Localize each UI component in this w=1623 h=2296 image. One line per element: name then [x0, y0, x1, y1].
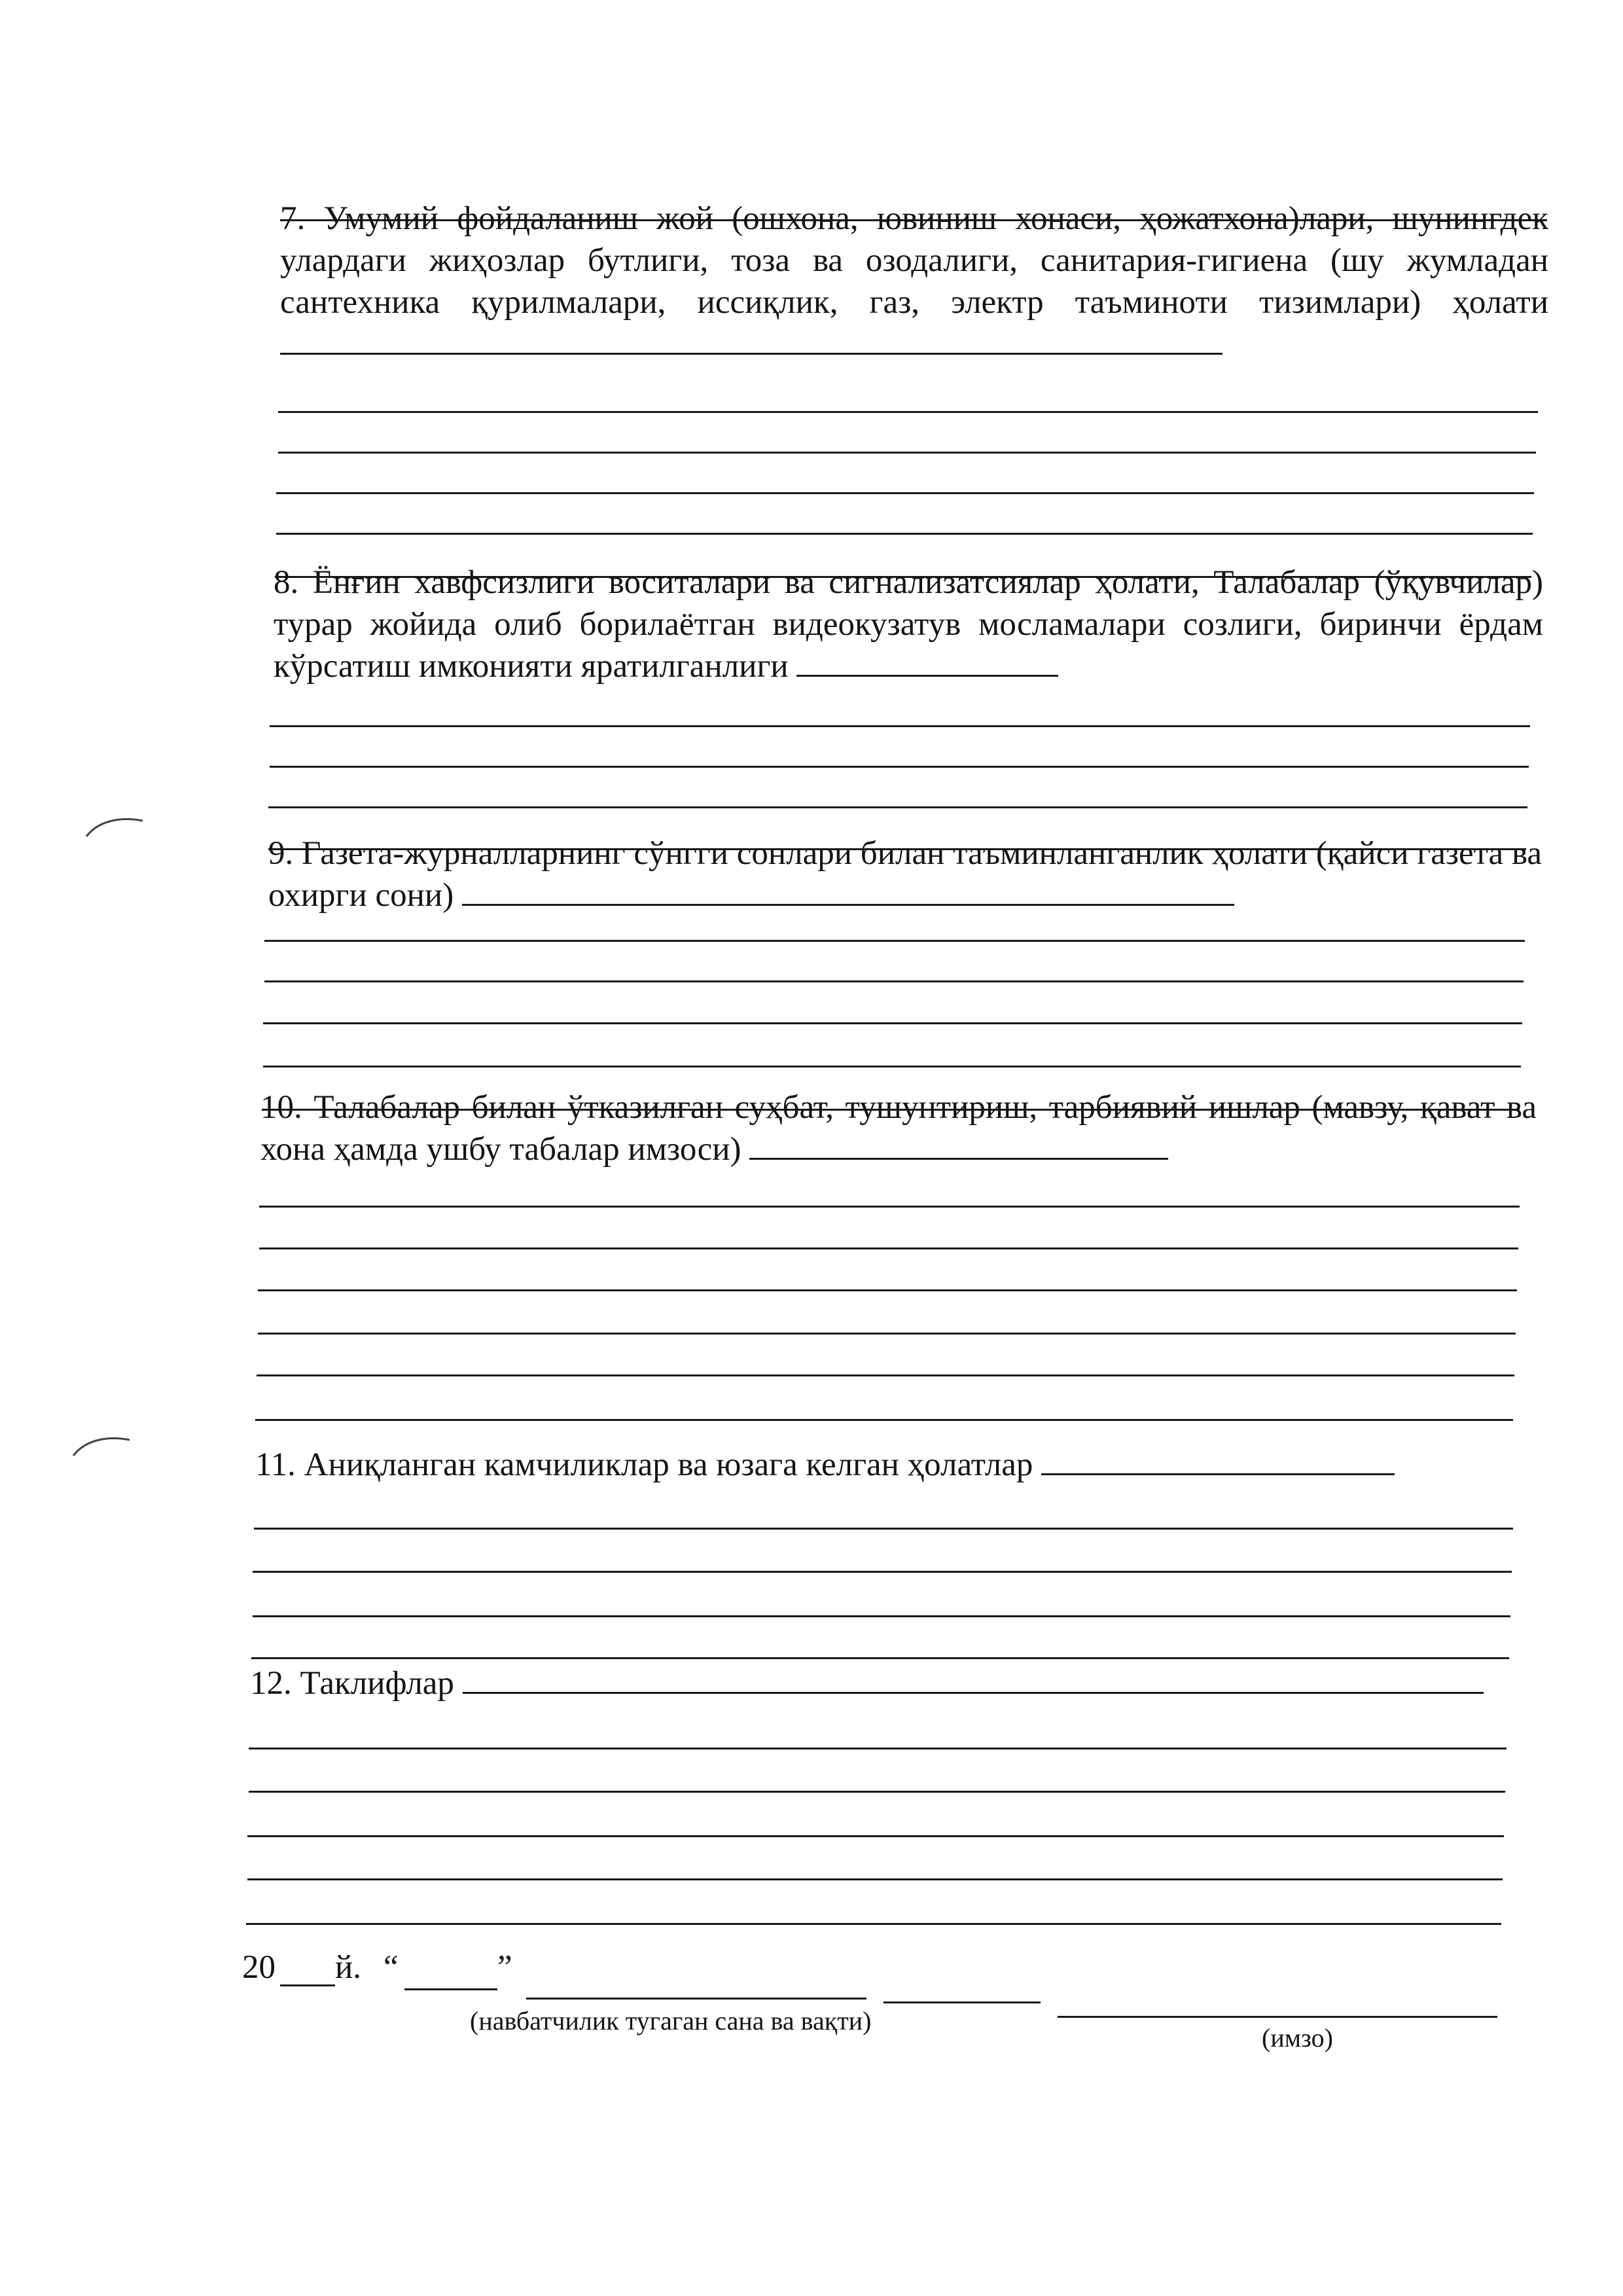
answer-line[interactable]	[270, 766, 1529, 768]
answer-line[interactable]	[259, 1247, 1518, 1249]
section-9-answer-field[interactable]	[462, 878, 1234, 906]
signature-caption: (имзо)	[1262, 2023, 1333, 2053]
answer-line[interactable]	[253, 1615, 1510, 1617]
section-11-label: Аниқланган камчиликлар ва юзага келган ҳолатлар	[304, 1446, 1033, 1483]
section-8-label: Ёнғин хавфсизлиги воситалари ва сигнализатсиялар ҳолати, Талабалар (ўқувчилар) турар жойида олиб борилаётган видеокузатув мосламалари созлиги, биринчи ёрдам кўрсатиш имконияти яратилганлиги	[274, 564, 1544, 685]
section-12-text	[250, 1662, 1526, 1704]
section-8-number: 8.	[274, 564, 299, 601]
section-8-answer-field[interactable]	[796, 649, 1058, 677]
answer-line[interactable]	[249, 1748, 1507, 1749]
date-day-field[interactable]	[404, 1988, 497, 1990]
answer-line[interactable]	[255, 1419, 1513, 1421]
answer-line[interactable]	[251, 1657, 1509, 1659]
section-9-number: 9.	[268, 835, 294, 872]
answer-line[interactable]	[278, 411, 1538, 413]
section-11-number: 11.	[255, 1446, 296, 1483]
section-7-number: 7.	[280, 200, 306, 237]
date-year-prefix: 20	[242, 1949, 276, 1986]
answer-line[interactable]	[258, 1289, 1517, 1291]
signature-field[interactable]	[1058, 2016, 1497, 2018]
answer-line[interactable]	[254, 1528, 1513, 1530]
answer-line[interactable]	[246, 1923, 1501, 1925]
section-11-text	[255, 1444, 1531, 1486]
answer-line[interactable]	[264, 940, 1525, 942]
section-8-text	[274, 562, 1543, 687]
section-9-text	[268, 833, 1542, 916]
section-7-text	[280, 198, 1548, 365]
section-9-label: Газета-журналларнинг сўнгги сонлари билан таъминланганлик ҳолати (қайси газета ва охирги сони)	[268, 835, 1542, 914]
answer-line[interactable]	[270, 725, 1530, 727]
section-7-answer-field[interactable]	[280, 327, 1222, 355]
answer-line[interactable]	[268, 806, 1527, 808]
section-12-number: 12.	[250, 1665, 292, 1702]
section-7-label: Умумий фойдаланиш жой (ошхона, ювиниш хонаси, ҳожатхона)лари, шунингдек улардаги жиҳозлар бутлиги, тоза ва озодалиги, санитария-гигиена (шу жумладан сантехника қурилмалари, иссиқлик, газ, электр таъминоти тизимлари) ҳолати	[280, 200, 1549, 321]
hole-mark-icon	[71, 1433, 134, 1460]
answer-line[interactable]	[247, 1835, 1504, 1837]
answer-line[interactable]	[257, 1374, 1514, 1376]
date-open-quote: “	[383, 1949, 399, 1986]
date-close-quote: ”	[497, 1949, 512, 1986]
datetime-field-extension[interactable]	[883, 2001, 1041, 2003]
answer-line[interactable]	[253, 1571, 1512, 1573]
answer-line[interactable]	[263, 1022, 1522, 1024]
section-12-answer-field[interactable]	[463, 1666, 1484, 1694]
answer-line[interactable]	[276, 533, 1533, 535]
answer-line[interactable]	[264, 980, 1524, 982]
answer-line[interactable]	[247, 1878, 1503, 1880]
answer-line[interactable]	[278, 452, 1536, 454]
answer-line[interactable]	[249, 1791, 1505, 1793]
date-year-field[interactable]	[280, 1984, 335, 1986]
section-10-number: 10.	[260, 1089, 302, 1126]
section-10-text	[260, 1086, 1537, 1170]
hole-mark-icon	[84, 814, 147, 840]
answer-line[interactable]	[258, 1333, 1516, 1335]
date-year-suffix: й.	[335, 1949, 362, 1986]
section-11-answer-field[interactable]	[1041, 1447, 1395, 1475]
section-12-label: Таклифлар	[300, 1665, 454, 1702]
answer-line[interactable]	[263, 1066, 1521, 1067]
datetime-field[interactable]	[526, 1998, 866, 2000]
answer-line[interactable]	[276, 492, 1534, 494]
section-10-answer-field[interactable]	[749, 1132, 1168, 1160]
date-caption: (навбатчилик тугаган сана ва вақти)	[470, 2006, 872, 2036]
answer-line[interactable]	[259, 1206, 1520, 1208]
section-10-label: Талабалар билан ўтказилган суҳбат, тушунтириш, тарбиявий ишлар (мавзу, қават ва хона ҳамда ушбу табалар имзоси)	[260, 1089, 1537, 1168]
